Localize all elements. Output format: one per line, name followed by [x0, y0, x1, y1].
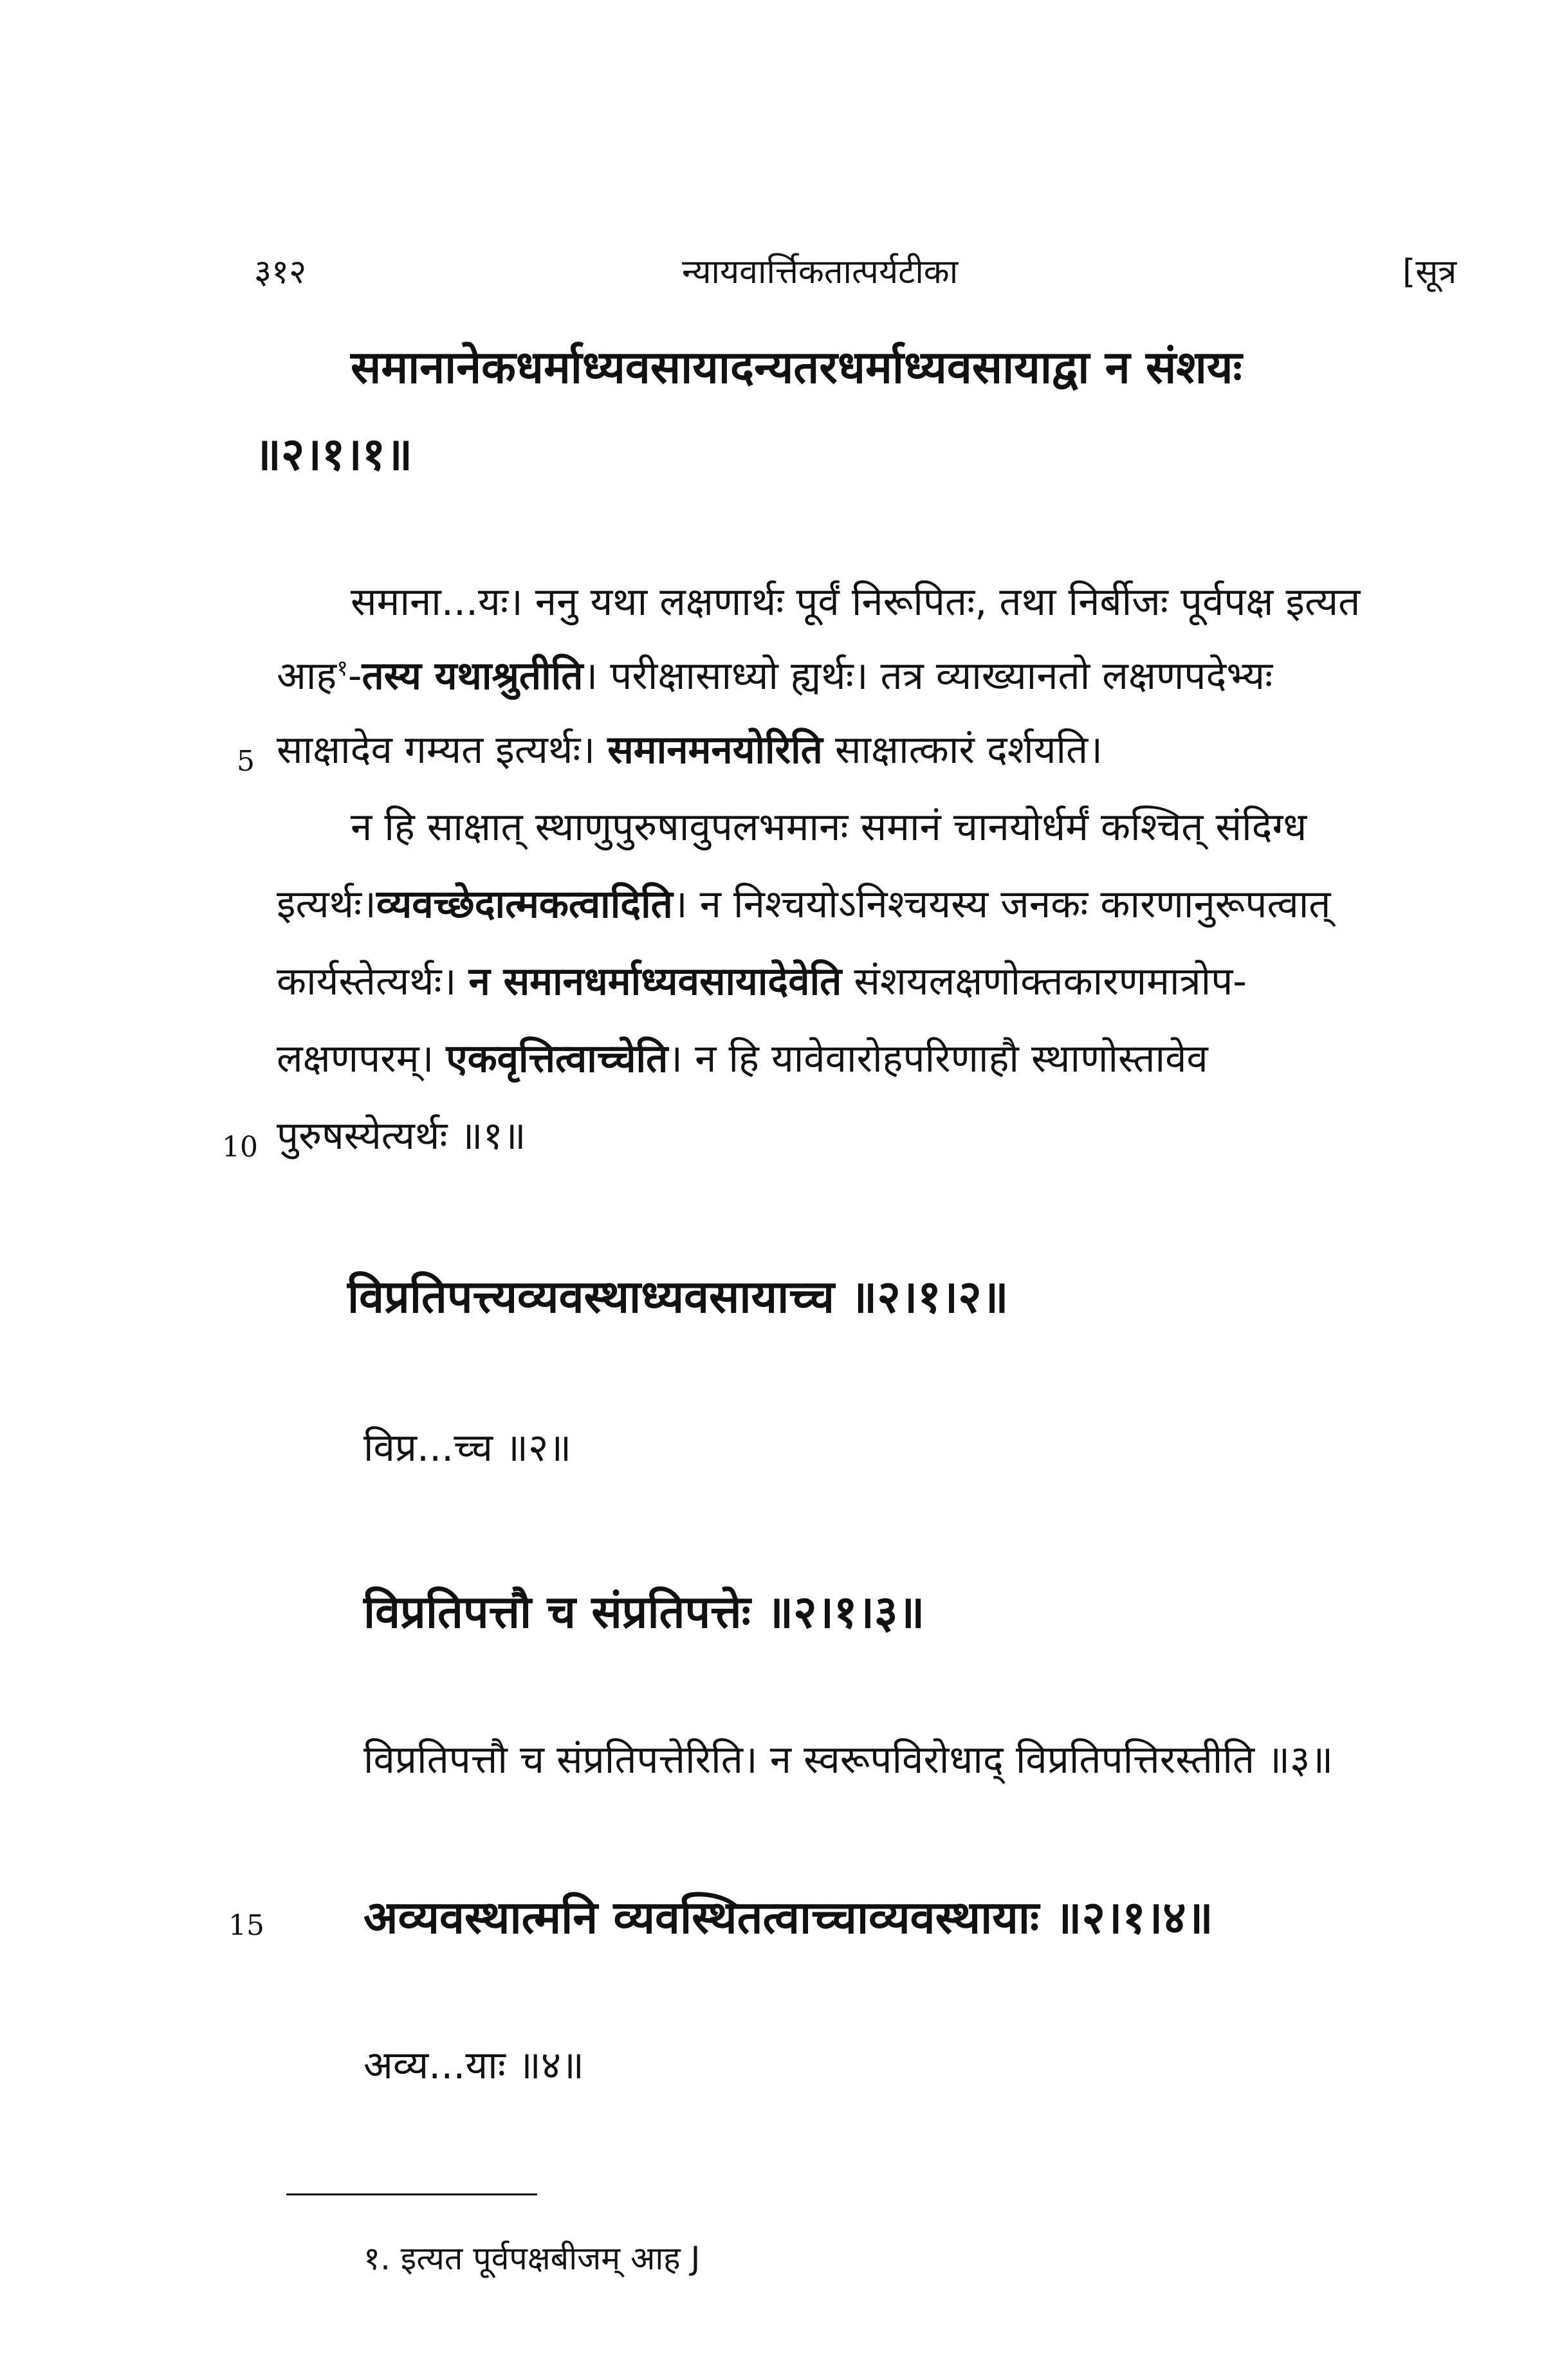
sutra-1-line-1: समानानेकधर्माध्यवसायादन्यतरधर्माध्यवसायाद्वा न संशयः	[351, 341, 1242, 394]
bold-pratika: एकवृत्तित्वाच्चेति	[446, 1036, 668, 1081]
sutra-1-line-2: ॥२।१।१॥	[254, 428, 413, 481]
footnote: १. इत्यत पूर्वपक्षबीजम् आह J	[363, 2240, 701, 2277]
commentary-3: विप्रतिपत्तौ च संप्रतिपत्तेरिति। न स्वरूपविरोधाद् विप्रतिपत्तिरस्तीति ॥३॥	[363, 1737, 1334, 1782]
text-segment: इत्यर्थः।	[277, 882, 376, 927]
text-segment: साक्षादेव गम्यत इत्यर्थः।	[277, 728, 608, 773]
running-title: न्यायवार्त्तिकतात्पर्यटीका	[682, 253, 959, 291]
text-segment: । न हि यावेवारोहपरिणाहौ स्थाणोस्तावेव	[668, 1036, 1208, 1081]
commentary-2: विप्र...च्च ॥२॥	[363, 1425, 572, 1470]
commentary-1-line-7	[277, 1036, 1208, 1082]
bold-pratika: तस्य यथाश्रुतीति	[362, 654, 584, 699]
line-number-10: 10	[222, 1131, 258, 1164]
commentary-1-line-3	[277, 727, 1103, 773]
bold-pratika: व्यवच्छेदात्मकत्वादिति	[376, 882, 673, 927]
text-segment: संशयलक्षणोक्तकारणमात्रोप-	[841, 959, 1247, 1004]
footnote-rule	[286, 2193, 537, 2195]
text-segment: -	[347, 654, 362, 699]
commentary-1-line-5	[277, 881, 1330, 928]
bold-pratika: न समानधर्माध्यवसायादेवेति	[468, 959, 842, 1004]
line-number-5: 5	[237, 745, 255, 778]
text-segment: साक्षात्कारं दर्शयति।	[822, 728, 1103, 773]
page-number: ३१२	[254, 253, 307, 291]
sutra-2: विप्रतिपत्त्यव्यवस्थाध्यवसायाच्च ॥२।१।२॥	[347, 1270, 1009, 1323]
text-segment: लक्षणपरम्।	[277, 1036, 446, 1081]
text-segment: कार्यस्तेत्यर्थः।	[277, 959, 469, 1004]
sutra-4: अव्यवस्थात्मनि व्यवस्थितत्वाच्चाव्यवस्थायाः ॥२।१।४॥	[363, 1891, 1213, 1944]
line-number-15: 15	[228, 1909, 264, 1942]
commentary-1-line-2	[277, 653, 1273, 699]
section-marker: [सूत्र	[1402, 253, 1457, 291]
commentary-4: अव्य...याः ॥४॥	[363, 2043, 584, 2088]
commentary-1-line-1: समाना...यः। ननु यथा लक्षणार्थः पूर्वं निरूपितः, तथा निर्बीजः पूर्वपक्ष इत्यत	[351, 580, 1361, 625]
commentary-1-line-4: न हि साक्षात् स्थाणुपुरुषावुपलभमानः समानं चानयोर्धर्मं कश्चित् संदिग्ध	[351, 805, 1307, 850]
commentary-1-line-8: पुरुषस्येत्यर्थः ॥१॥	[277, 1113, 526, 1158]
footnote-ref: १	[336, 655, 348, 681]
sutra-3: विप्रतिपत्तौ च संप्रतिपत्तेः ॥२।१।३॥	[363, 1586, 925, 1638]
commentary-1-line-6	[277, 958, 1247, 1005]
text-segment: । न निश्चयोऽनिश्चयस्य जनकः कारणानुरूपत्वात्	[672, 882, 1331, 927]
text-segment: । परीक्षासाध्यो ह्यर्थः। तत्र व्याख्यानतो लक्षणपदेभ्यः	[583, 654, 1273, 699]
bold-pratika: समानमनयोरिति	[607, 728, 823, 773]
text-segment: आह	[277, 654, 337, 699]
